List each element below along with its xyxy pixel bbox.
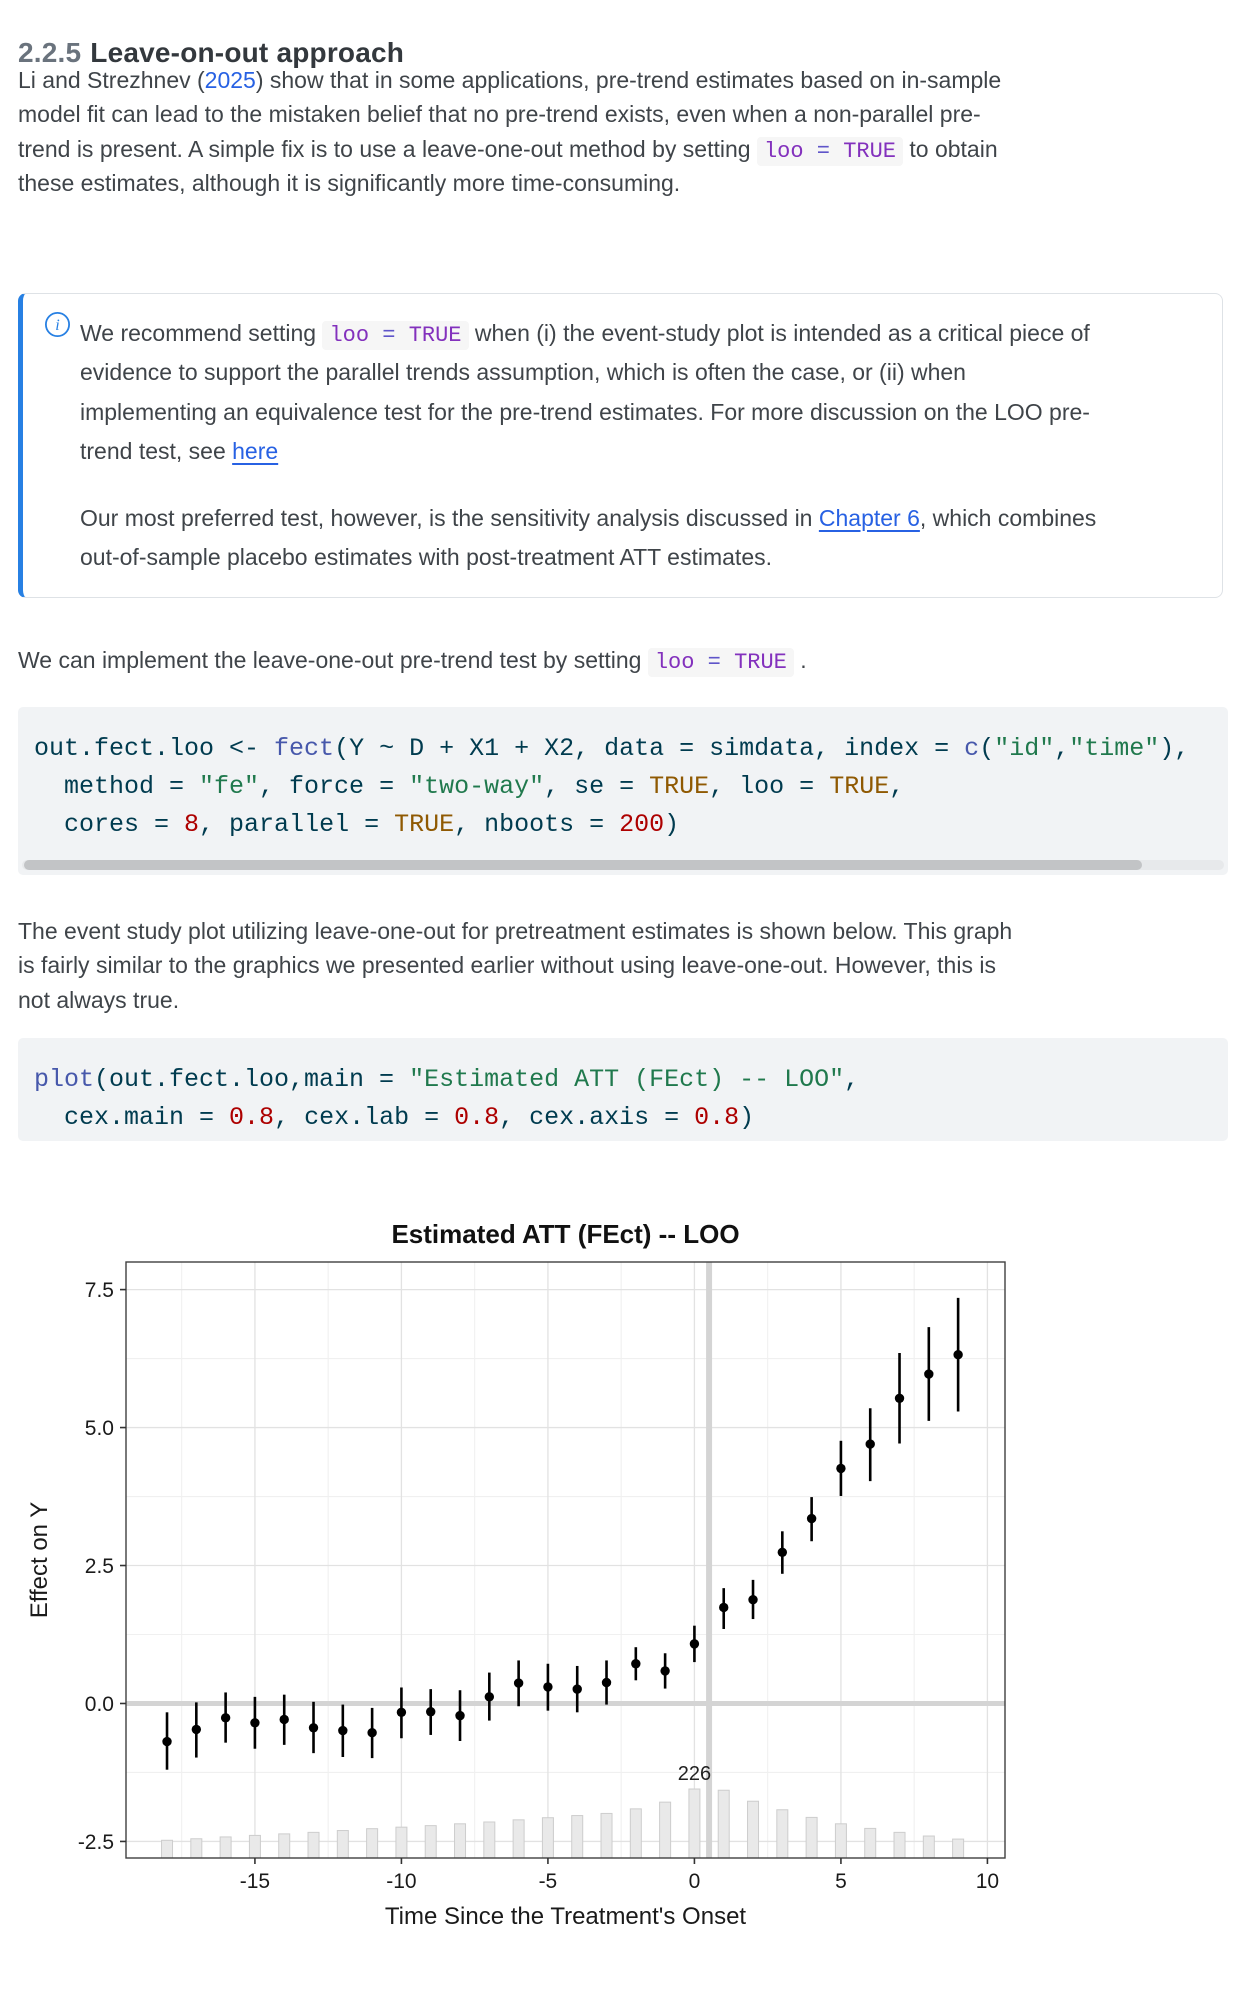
- gridlines: [126, 1262, 1005, 1858]
- event-study-figure: [20, 1215, 1030, 1960]
- code-line: method = "fe", force = "two-way", se = TRUE, loo = TRUE,: [34, 772, 905, 801]
- callout-paragraph-1: [80, 314, 1090, 472]
- event-study-chart: [20, 1215, 1030, 1960]
- text-line: Li and Strezhnev (2025) show that in some applications, pre-trend estimates based on in-sample: [18, 67, 1002, 93]
- chapter-6-link[interactable]: Chapter 6: [818, 505, 920, 531]
- inline-code: loo = TRUE: [322, 321, 468, 350]
- text-line: trend is present. A simple fix is to use a leave-one-out method by setting loo = TRUE to obtain: [18, 135, 998, 164]
- panel-border: [126, 1262, 1005, 1858]
- text-line: We recommend setting loo = TRUE when (i) the event-study plot is intended as a critical piece of: [80, 320, 1090, 348]
- svg-text:-10: -10: [386, 1870, 417, 1893]
- text-line: out-of-sample placebo estimates with post-treatment ATT estimates.: [80, 544, 772, 571]
- svg-text:0: 0: [688, 1870, 701, 1893]
- svg-text:226: 226: [677, 1763, 712, 1786]
- code-line: cex.main = 0.8, cex.lab = 0.8, cex.axis = 0.8): [34, 1103, 755, 1132]
- text-line: implementing an equivalence test for the pre-trend estimates. For more discussion on the LOO pre-: [80, 398, 1090, 425]
- section-number: 2.2.5: [18, 37, 82, 69]
- confidence-intervals: [167, 1298, 958, 1770]
- code-line: cores = 8, parallel = TRUE, nboots = 200): [34, 810, 680, 839]
- svg-text:7.5: 7.5: [84, 1279, 114, 1303]
- text-line: trend test, see here: [80, 438, 279, 465]
- svg-text:Time Since the Treatment's Ons: Time Since the Treatment's Onset: [384, 1903, 747, 1930]
- callout-paragraph-2: [80, 499, 1096, 578]
- implement-paragraph: [18, 643, 807, 677]
- max-count-label: [678, 1763, 711, 1785]
- text-line: We can implement the leave-one-out pre-trend test by setting loo = TRUE .: [18, 647, 807, 675]
- svg-text:Effect on Y: Effect on Y: [26, 1501, 53, 1619]
- code-line: plot(out.fect.loo,main = "Estimated ATT (FEct) -- LOO",: [34, 1065, 860, 1094]
- code-line: out.fect.loo <- fect(Y ~ D + X1 + X2, data = simdata, index = c("id","time"),: [34, 734, 1190, 763]
- code-horizontal-scrollbar[interactable]: [22, 860, 1224, 870]
- svg-text:-5: -5: [538, 1870, 558, 1893]
- svg-text:2.5: 2.5: [84, 1555, 114, 1579]
- citation-link-2025[interactable]: 2025: [204, 67, 256, 93]
- svg-text:i: i: [55, 317, 60, 334]
- svg-text:10: 10: [975, 1870, 1000, 1893]
- svg-text:5: 5: [835, 1870, 847, 1893]
- text-line: Our most preferred test, however, is the sensitivity analysis discussed in Chapter 6, which combines: [80, 505, 1097, 531]
- note-callout: [18, 293, 1223, 598]
- estimate-points: [162, 1350, 963, 1746]
- r-code-block-plot: [18, 1038, 1228, 1141]
- svg-text:-2.5: -2.5: [77, 1831, 114, 1855]
- event-study-paragraph: [18, 914, 1012, 1017]
- inline-code: loo = TRUE: [757, 137, 903, 166]
- text-line: model fit can lead to the mistaken belief that no pre-trend exists, even when a non-parallel pre-: [18, 101, 981, 128]
- section-title: Leave-on-out approach: [90, 37, 405, 69]
- svg-text:Estimated ATT (FEct) -- LOO: Estimated ATT (FEct) -- LOO: [391, 1219, 740, 1249]
- intro-paragraph: [18, 63, 1001, 201]
- svg-text:-15: -15: [239, 1870, 271, 1893]
- r-code-block-fect: [18, 707, 1228, 875]
- here-link[interactable]: here: [232, 438, 279, 465]
- svg-text:5.0: 5.0: [84, 1417, 114, 1441]
- text-line: is fairly similar to the graphics we presented earlier without using leave-one-out. However, this is: [18, 952, 996, 979]
- text-line: evidence to support the parallel trends assumption, which is often the case, or (ii) when: [80, 359, 966, 386]
- scrollbar-thumb[interactable]: [24, 860, 1142, 870]
- inline-code: loo = TRUE: [648, 648, 794, 677]
- axes: [78, 1279, 999, 1893]
- info-circle-icon: [44, 311, 71, 338]
- text-line: these estimates, although it is significantly more time-consuming.: [18, 170, 681, 197]
- text-line: The event study plot utilizing leave-one-out for pretreatment estimates is shown below. This graph: [18, 918, 1013, 944]
- reference-lines: [126, 1262, 1005, 1858]
- treated-units-histogram: [162, 1789, 964, 1858]
- text-line: not always true.: [18, 986, 180, 1013]
- svg-text:0.0: 0.0: [84, 1693, 114, 1717]
